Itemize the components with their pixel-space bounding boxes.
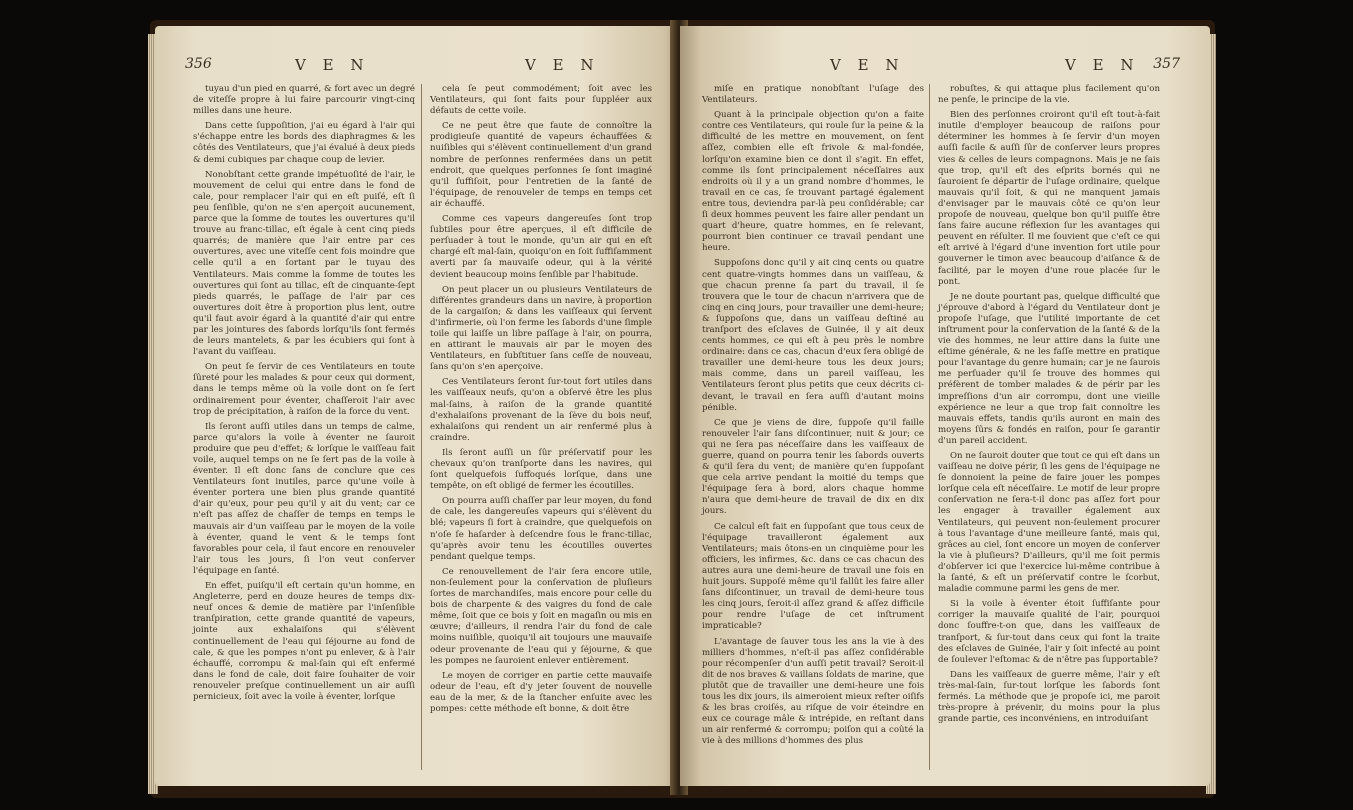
left-column-2 <box>430 84 652 719</box>
paragraph: Ils ſeront auſſi un ſûr préſervatif pour les chevaux qu'on tranſporte dans les navires, qui ſont quelquefois ſuffoqués lorſque, dans une tempête, on eſt obligé de fermer les écoutilles. <box>430 447 652 492</box>
left-page <box>155 26 685 786</box>
right-page <box>680 26 1210 786</box>
paragraph: Dans cette ſuppoſition, j'ai eu égard à l'air qui s'échappe entre les bords des diaphragmes & les côtés des Ventilateurs, que j'ai évalué à deux pieds & demi cubiques par chaque coup de levier. <box>193 121 416 165</box>
paragraph: Si la voile à éventer étoit ſuffiſante pour corriger la mauvaiſe qualité de l'air, pourquoi donc ſouffre-t-on que, dans les vaiſſeaux de tranſport, & ſur-tout dans ceux qui font la traite des eſclaves de Guinée, l'air y ſoit infecté au point de ſoulever l'eſtomac & de n'être pas ſupportable? <box>938 599 1160 665</box>
right-running-head-1: V E N <box>830 56 905 74</box>
paragraph: En effet, puiſqu'il eſt certain qu'un homme, en Angleterre, perd en douze heures de temps dix-neuf onces & demie de matière par l'inſenſible tranſpiration, cette grande quantité de vapeurs, jointe aux exhalaiſons qui s'élèvent continuellement de l'eau qui ſéjourne au fond de cale, & que les pompes n'ont pu enlever, & à l'air échauffé, corrompu & mal-ſain qui eſt enfermé dans le fond de cale, doit faire ſouhaiter de voir renouveler preſque continuellement un air auſſi pernicieux, ſoit avec la voile à éventer, lorſque <box>193 581 415 702</box>
paragraph: On peut ſe ſervir de ces Ventilateurs en toute ſûreté pour les malades & pour ceux qui dorment, dans le temps même où la voile dont on ſe ſert ordinairement pour éventer, chaſſeroit l'air avec trop de précipitation, à raiſon de la force du vent. <box>193 362 415 417</box>
right-running-head-2: V E N <box>1065 56 1140 74</box>
paragraph: Quant à la principale objection qu'on a faite contre ces Ventilateurs, qui roule ſur la peine & la difficulté de les mettre en mouvement, on ſent aſſez, combien elle eſt frivole & mal-fondée, lorſqu'on examine bien ce dont il s'agit. En effet, comme ils ſont principalement néceſſaires aux endroits où il y a un grand nombre d'hommes, le travail en ce cas, ſe trouvant partagé également entre tous, deviendra par-là peu conſidérable; car ſi deux hommes peuvent les faire aller pendant un quart d'heure, quatre hommes, en ſe relevant, pourront bien continuer ce travail pendant une heure. <box>702 110 924 254</box>
left-page-number: 356 <box>185 56 212 72</box>
paragraph: Ces Ventilateurs ſeront ſur-tout fort utiles dans les vaiſſeaux neufs, qu'on a obſervé être les plus mal-ſains, à raiſon de la grande quantité d'exhalaiſons provenant de la ſève du bois neuf, exhalaiſons qui rendent un air renfermé plus à craindre. <box>430 377 652 443</box>
left-running-head-2: V E N <box>525 56 600 74</box>
paragraph: robuſtes, & qui attaque plus facilement qu'on ne penſe, le principe de la vie. <box>938 84 1160 106</box>
paragraph: Ils ſeront auſſi utiles dans un temps de calme, parce qu'alors la voile à éventer ne ſauroit produire que peu d'effet; & lorſque le vaiſſeau fait voile, auquel temps on ne ſe ſert pas de la voile à éventer. Il eſt donc ſans de conclure que ces Ventilateurs ſont inutiles, parce qu'une voile à éventer portera une bien plus grande quantité d'air qu'eux, pour peu qu'il y ait du vent; car ce n'eſt pas aſſez de chaſſer de temps en temps le mauvais air d'un vaiſſeau par le moyen de la voile à éventer, quand le vent & le temps ſont favorables pour cela, il faut encore en renouveler l'air tous les jours, ſi l'on veut conſerver l'équipage en ſanté. <box>193 421 415 576</box>
right-page-header <box>710 56 1180 78</box>
left-running-head-1: V E N <box>295 56 370 74</box>
paragraph: cela ſe peut commodément; ſoit avec les Ventilateurs, qui ſont faits pour ſuppléer aux défauts de cette voile. <box>430 84 652 117</box>
paragraph: Bien des perſonnes croiront qu'il eſt tout-à-fait inutile d'employer beaucoup de raiſons pour déterminer les hommes à ſe ſervir d'un moyen auſſi facile & auſſi ſûr de conſerver leurs propres vies & celles de leurs compagnons. Mais je ne ſais que trop, qu'il eſt des eſprits bornés qui ne ſauroient ſe départir de l'uſage ordinaire, quelque mauvais qu'il ſoit, & qui ne manquent jamais d'envisager par le mauvais côté ce qu'on leur propoſe de nouveau, quelque bon qu'il puiſſe être ſans faire aucune réflexion ſur les avantages qui peuvent en réſulter. Il me ſouvient que c'eſt ce qui eſt arrivé à l'égard d'une invention fort utile pour gouverner le timon avec beaucoup d'aiſance & de facilité, par le moyen d'une roue placée ſur le pont. <box>938 110 1160 287</box>
paragraph: Ce que je viens de dire, ſuppoſe qu'il faille renouveler l'air ſans diſcontinuer, nuit & jour; ce qui ne ſera pas néceſſaire dans les vaiſſeaux de guerre, quand on pourra tenir les ſabords ouverts & qu'il ſera du vent; de manière qu'en ſuppoſant que cela arrive pendant la moitié du temps que l'équipage ſera à bord, alors chaque homme n'aura que demi-heure de travail de dix en dix jours. <box>702 417 924 517</box>
paragraph: Dans les vaiſſeaux de guerre même, l'air y eſt très-mal-ſain, ſur-tout lorſque les ſabords ſont fermés. La méthode que je propoſe ici, me paroit très-propre à prévenir, du moins pour la plus grande partie, ces inconvéniens, en introduiſant <box>938 669 1160 725</box>
paragraph: Nonobſtant cette grande impétuoſité de l'air, le mouvement de celui qui entre dans le fond de cale, pour remplacer l'air qui en eſt puiſé, eſt ſi peu ſenſible, qu'on ne s'en aperçoit aucunement, parce que la ſomme de toutes les ouvertures qu'il trouve au franc-tillac, eſt égale à cent cinq pieds quarrés; de manière que l'air entre par ces ouvertures, avec une viteſſe cent fois moindre que celle qu'il a en ſortant par le tuyau des Ventilateurs. Mais comme la ſomme de toutes les ouvertures qui ſont au tillac, eſt de cinquante-ſept pieds quarrés, le paſſage de l'air par ces ouvertures doit être à proportion plus lent, outre qu'il faut avoir égard à la quantité d'air qui entre par les jointures des ſabords lorſqu'ils ſont fermés de leurs mantelets, & par les écubiers qui ſont à l'avant du vaiſſeau. <box>193 169 415 358</box>
paragraph: tuyau d'un pied en quarré, & fort avec un degré de viteſſe propre à lui faire parcourir vingt-cinq milles dans une heure. <box>193 84 415 117</box>
paragraph: Le moyen de corriger en partie cette mauvaiſe odeur de l'eau, eſt d'y jeter ſouvent de nouvelle eau de la mer, & de la ſtancher enſuite avec les pompes: cette méthode eſt bonne, & doit être <box>430 670 652 714</box>
left-column-1 <box>193 84 415 707</box>
left-page-header <box>185 56 655 78</box>
paragraph: Je ne doute pourtant pas, quelque difficulté que j'éprouve d'abord à l'égard du Ventilateur dont je propoſe l'uſage, que l'utilité importante de cet inſtrument pour la conſervation de la ſanté & de la vie des hommes, ne leur attire dans la ſuite une eſtime générale, & ne les faſſe mettre en pratique pour l'avantage du genre humain; car je ne ſaurois me perſuader qu'il ſe trouve des hommes qui préfèrent de tomber malades & de périr par les impreſſions d'un air corrompu, dont une vieille expérience ne leur a que trop fait connoître les mauvais effets, tandis qu'ils auront en main des moyens ſûrs & fondés en raiſon, pour ſe garantir d'un pareil accident. <box>938 291 1160 446</box>
paragraph: miſe en pratique nonobſtant l'uſage des Ventilateurs. <box>702 84 924 106</box>
paragraph: Ce renouvellement de l'air ſera encore utile, non-ſeulement pour la conſervation de pluſieurs ſortes de marchandiſes, mais encore pour celle du bois de charpente & des vaigres du fond de cale même, ſoit que ce bois y ſoit en magaſin ou mis en œuvre; d'ailleurs, il rendra l'air du fond de cale moins nuiſible, quoiqu'il ait toujours une mauvaiſe odeur provenante de l'eau qui y ſéjourne, & que les pompes ne ſauroient enlever entièrement. <box>430 566 652 666</box>
right-column-2 <box>938 84 1160 729</box>
right-column-divider <box>929 84 930 770</box>
right-column-1 <box>702 84 924 751</box>
paragraph: Ce ne peut être que faute de connoître la prodigieuſe quantité de vapeurs échauffées & nuiſibles qui s'élèvent continuellement d'un grand nombre de perſonnes renfermées dans un petit endroit, que quelques perſonnes ſe ſont imaginé qu'il ſuffiſoit, pour l'entretien de la ſanté de l'équipage, de renouveler de temps en temps cet air échauffé. <box>430 121 652 209</box>
right-page-number: 357 <box>1153 56 1180 72</box>
paragraph: Suppoſons donc qu'il y ait cinq cents ou quatre cent quatre-vingts hommes dans un vaiſſeau, & que chacun prenne ſa part du travail, il ſe trouvera que le tour de chacun n'arrivera que de cinq en cinq jours, pour travailler une demi-heure; & ſuppoſons que, dans un vaiſſeau deſtiné au tranſport des eſclaves de Guinée, il y ait deux cents hommes, ce qui eſt à peu près le nombre ordinaire: dans ce cas, chacun d'eux ſera obligé de travailler une demi-heure tous les deux jours; mais comme, dans un pareil vaiſſeau, les Ventilateurs ſeront plus petits que ceux décrits ci-devant, le travail en ſera auſſi d'autant moins pénible. <box>702 258 924 413</box>
paragraph: On pourra auſſi chaſſer par leur moyen, du fond de cale, les dangereuſes vapeurs qui s'élèvent du blé; vapeurs ſi fort à craindre, que quelquefois on n'oſe ſe haſarder à deſcendre ſous le franc-tillac, qu'après avoir tenu les écoutilles ouvertes pendant quelque temps. <box>430 496 652 562</box>
paragraph: On peut placer un ou plusieurs Ventilateurs de différentes grandeurs dans un navire, à proportion de la cargaiſon; & dans les vaiſſeaux qui ſervent d'infirmerie, où l'on ferme les ſabords d'une ſimple toile qui laiſſe un libre paſſage à l'air, on pourra, en attirant le mauvais air par le moyen des Ventilateurs, en ſubſtituer ſans ceſſe de nouveau, ſans qu'on s'en aperçoive. <box>430 284 652 373</box>
paragraph: Comme ces vapeurs dangereuſes ſont trop ſubtiles pour être aperçues, il eſt difficile de perſuader à tout le monde, qu'un air qui en eſt chargé eſt mal-ſain, quoiqu'on en ſoit ſuffiſamment averti par ſa mauvaiſe odeur, qui à la vérité devient beaucoup moins ſenſible par l'habitude. <box>430 214 652 280</box>
paragraph: Ce calcul eſt fait en ſuppoſant que tous ceux de l'équipage travailleront également aux Ventilateurs; mais ôtons-en un cinquième pour les officiers, les infirmes, &c. dans ce cas chacun des autres aura une demi-heure de travail une fois en huit jours. Suppoſé même qu'il fallût les faire aller ſans diſcontinuer, un travail de demi-heure tous les cinq jours, ſeroit-il aſſez grand & aſſez difficile pour rendre l'uſage de cet inſtrument impraticable? <box>702 521 924 632</box>
paragraph: L'avantage de ſauver tous les ans la vie à des milliers d'hommes, n'eſt-il pas aſſez conſidérable pour récompenſer d'un auſſi petit travail? Seroit-il dit de nos braves & vaillans ſoldats de marine, que plutôt que de travailler une demi-heure une fois tous les dix jours, ils aimeroient mieux reſter oiſifs & les bras croiſés, au riſque de voir éteindre en eux ce courage mâle & intrépide, en reſtant dans un air renfermé & corrompu; poiſon qui a coûté la vie à des millions d'hommes des plus <box>702 636 924 747</box>
paragraph: On ne ſauroit douter que tout ce qui eſt dans un vaiſſeau ne doive périr, ſi les gens de l'équipage ne ſe donnoient la peine de faire jouer les pompes lorſque cela eſt néceſſaire. Le motif de leur propre conſervation ne ſera-t-il donc pas aſſez fort pour les engager à travailler également aux Ventilateurs, qui peuvent non-ſeulement procurer à tous l'avantage d'une meilleure ſanté, mais qui, grâces au ciel, ſont encore un moyen de conſerver la vie à pluſieurs? D'ailleurs, qu'il me ſoit permis d'obſerver ici que l'exercice lui-même contribue à la ſanté, & eſt un préſervatif contre le ſcorbut, maladie commune parmi les gens de mer. <box>938 451 1160 595</box>
left-column-divider <box>421 84 422 770</box>
